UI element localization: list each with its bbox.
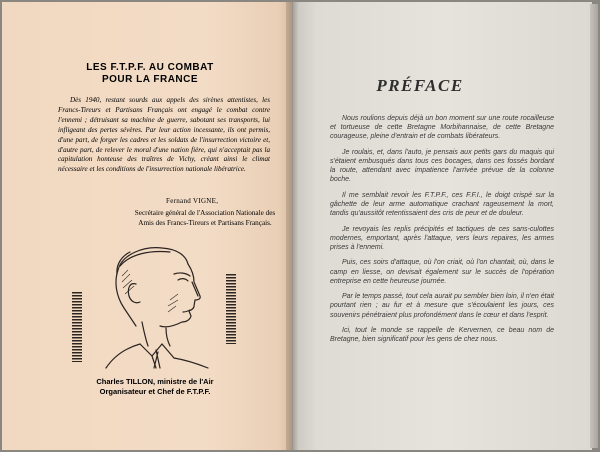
preface-paragraph: Je roulais, et, dans l'auto, je pensais aux petits gars du maquis qui s'étaient embusqués dans tous ces bocages, dans ces fossés bordant la route, attendant avec impatience l'arrivée prévue de la colonne boche. xyxy=(330,148,554,184)
preface-title: PRÉFACE xyxy=(376,76,464,95)
preface-paragraph: Ici, tout le monde se rappelle de Kervernen, ce beau nom de Bretagne, bien significatif pour les gens de chez nous. xyxy=(330,326,554,344)
portrait-caption xyxy=(70,377,240,397)
author-role: Secrétaire général de l'Association Nationale des Amis des Francs-Tireurs et Partisans Français. xyxy=(134,209,276,227)
preface-paragraph: Il me semblait revoir les F.T.P.F., ces F.F.I., le doigt crispé sur la gâchette de leur arme automatique crachant rageusement la mort, tandis qu'aussitôt retentissaient des cris de peur et de douleur. xyxy=(330,191,554,218)
author-name: Fernand VIGNE, xyxy=(166,197,219,205)
portrait-drawing-icon xyxy=(70,240,240,370)
caption-line1: Charles TILLON, ministre de l'Air xyxy=(96,377,214,386)
preface-paragraph: Nous roulions depuis déjà un bon moment sur une route rocailleuse et tortueuse de cette Bretagne Morbihannaise, de cette Bretagne courageuse, pleine d'entrain et de combats libérateurs. xyxy=(330,115,554,141)
page-edges xyxy=(590,4,598,448)
preface-body xyxy=(330,114,554,351)
left-page-title xyxy=(40,62,260,86)
left-title-line2: POUR LA FRANCE xyxy=(101,74,199,85)
preface-paragraph: Par le temps passé, tout cela aurait pu sembler bien loin, il n'en était pourtant rien ; au fur et à mesure que s'écoulaient les jours, ces souvenirs pénétraient plus profondément dans le cœur et dans l'esprit. xyxy=(330,293,554,319)
preface-paragraph: Je revoyais les replis précipités et tactiques de ces sans-culottes modernes, emportant, après l'attaque, vers leurs repaires, les armes prises à l'ennemi. xyxy=(330,225,554,251)
caption-line2: Organisateur et Chef de F.T.P.F. xyxy=(99,387,211,396)
book-spine xyxy=(286,2,298,450)
preface-paragraph: Puis, ces soirs d'attaque, où l'on criait, où l'on chantait, où, dans le camp en liesse, on devisait également sur le succès de l'opération entreprise en cette heureuse journée. xyxy=(330,259,554,285)
left-title-line1: LES F.T.P.F. AU COMBAT xyxy=(86,62,214,73)
left-page-body xyxy=(58,96,270,175)
left-body-paragraph: Dès 1940, restant sourds aux appels des sirènes attentistes, les Francs-Tireurs et Partisans Français ont engagé le combat contre l'ennemi ; détruisant sa machine de guerre, sabotant ses transports, lui infligeant des pertes sévères. Par leur action incessante, ils ont permis, d'une part, de forger les cadres et les soldats de l'insurrection victoire et, d'autre part, de relever le moral d'une nation fière, qui n'acceptait pas la capitulation honteuse des traîtres de Vichy, créant ainsi le climat nécessaire et les conditions de l'insurrection nationale libératrice. xyxy=(58,96,270,174)
